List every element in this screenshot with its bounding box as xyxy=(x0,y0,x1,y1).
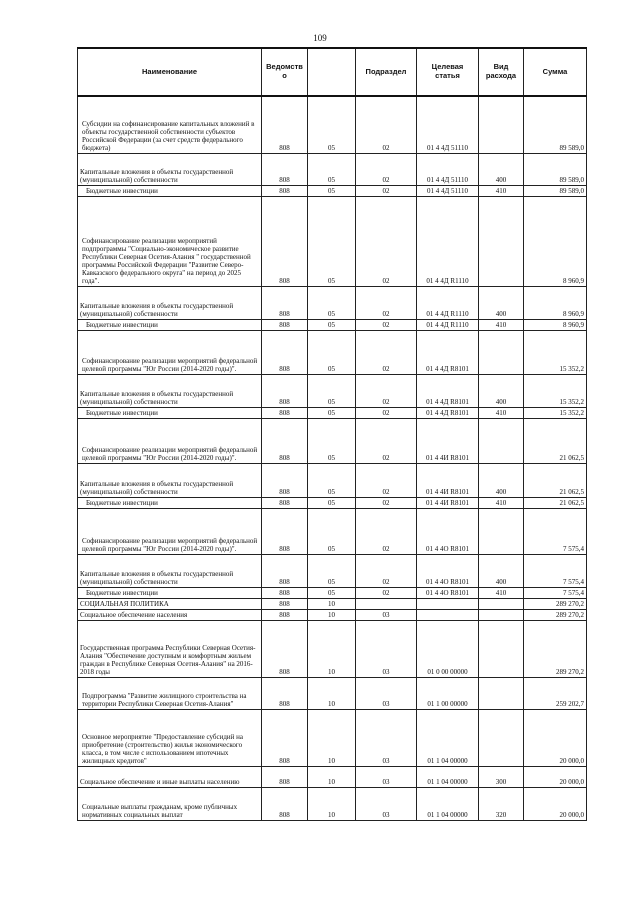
row-section: 10 xyxy=(308,709,356,766)
row-target-article: 01 4 4Д R8101 xyxy=(417,330,479,374)
row-expense-type: 300 xyxy=(479,766,524,787)
row-name: Социальное обеспечение и иные выплаты населению xyxy=(78,766,262,787)
table-row xyxy=(78,609,587,620)
row-target-article: 01 4 4Д 51110 xyxy=(417,96,479,153)
row-target-article: 01 4 4Д R8101 xyxy=(417,374,479,407)
row-subsection: 03 xyxy=(356,709,417,766)
row-sum: 7 575,4 xyxy=(524,554,587,587)
row-subsection: 02 xyxy=(356,96,417,153)
row-name: Капитальные вложения в объекты государственной (муниципальной) собственности xyxy=(78,463,262,497)
table-row xyxy=(78,554,587,587)
row-section: 05 xyxy=(308,96,356,153)
row-department: 808 xyxy=(262,587,308,598)
row-sum: 289 270,2 xyxy=(524,609,587,620)
row-sum: 89 589,0 xyxy=(524,185,587,196)
row-expense-type: 410 xyxy=(479,587,524,598)
table-row xyxy=(78,374,587,407)
row-sum: 15 352,2 xyxy=(524,374,587,407)
row-sum: 289 270,2 xyxy=(524,620,587,677)
row-target-article: 01 1 04 00000 xyxy=(417,709,479,766)
row-sum: 21 062,5 xyxy=(524,418,587,463)
table-row xyxy=(78,620,587,677)
row-name: Социальное обеспечение населения xyxy=(78,609,262,620)
row-sum: 8 960,9 xyxy=(524,286,587,319)
row-target-article: 01 1 04 00000 xyxy=(417,787,479,820)
row-sum: 15 352,2 xyxy=(524,407,587,418)
row-target-article: 01 4 4О R8101 xyxy=(417,587,479,598)
table-row xyxy=(78,587,587,598)
table-row xyxy=(78,319,587,330)
row-expense-type xyxy=(479,418,524,463)
row-name: СОЦИАЛЬНАЯ ПОЛИТИКА xyxy=(78,598,262,609)
row-section: 05 xyxy=(308,196,356,286)
row-subsection: 02 xyxy=(356,587,417,598)
row-department: 808 xyxy=(262,185,308,196)
row-section: 05 xyxy=(308,407,356,418)
row-target-article: 01 4 4О R8101 xyxy=(417,554,479,587)
row-target-article: 01 0 00 00000 xyxy=(417,620,479,677)
row-expense-type xyxy=(479,609,524,620)
row-name: Основное мероприятие "Предоставление субсидий на приобретение (строительство) жилья экономического класса, в том числе с использованием ипотечных жилищных кредитов" xyxy=(78,709,262,766)
row-target-article: 01 1 04 00000 xyxy=(417,766,479,787)
table-row xyxy=(78,709,587,766)
row-department: 808 xyxy=(262,319,308,330)
row-expense-type xyxy=(479,598,524,609)
row-expense-type: 410 xyxy=(479,319,524,330)
row-sum: 20 000,0 xyxy=(524,709,587,766)
row-expense-type xyxy=(479,620,524,677)
row-section: 05 xyxy=(308,463,356,497)
row-subsection: 02 xyxy=(356,418,417,463)
row-department: 808 xyxy=(262,787,308,820)
row-department: 808 xyxy=(262,286,308,319)
header-section xyxy=(308,48,356,96)
header-target-article: Целевая статья xyxy=(417,48,479,96)
row-sum: 259 202,7 xyxy=(524,677,587,709)
row-subsection: 02 xyxy=(356,153,417,185)
row-expense-type xyxy=(479,196,524,286)
row-expense-type: 410 xyxy=(479,407,524,418)
row-expense-type xyxy=(479,677,524,709)
row-sum: 8 960,9 xyxy=(524,319,587,330)
row-department: 808 xyxy=(262,418,308,463)
row-department: 808 xyxy=(262,598,308,609)
table-row xyxy=(78,508,587,554)
table-row xyxy=(78,787,587,820)
page-number: 109 xyxy=(313,33,327,43)
row-target-article: 01 4 4Д R1110 xyxy=(417,196,479,286)
table-row xyxy=(78,185,587,196)
row-department: 808 xyxy=(262,508,308,554)
row-subsection: 03 xyxy=(356,620,417,677)
row-sum: 89 589,0 xyxy=(524,153,587,185)
row-subsection: 02 xyxy=(356,374,417,407)
row-subsection: 02 xyxy=(356,286,417,319)
table-header-row xyxy=(78,48,587,96)
row-subsection: 02 xyxy=(356,330,417,374)
budget-table xyxy=(77,47,587,821)
row-target-article: 01 1 00 00000 xyxy=(417,677,479,709)
table-row xyxy=(78,766,587,787)
row-sum: 89 589,0 xyxy=(524,96,587,153)
row-expense-type xyxy=(479,508,524,554)
row-subsection: 03 xyxy=(356,766,417,787)
row-expense-type: 410 xyxy=(479,185,524,196)
row-department: 808 xyxy=(262,330,308,374)
row-expense-type: 400 xyxy=(479,153,524,185)
row-target-article: 01 4 4И R8101 xyxy=(417,497,479,508)
header-name: Наименование xyxy=(78,48,262,96)
row-subsection: 02 xyxy=(356,196,417,286)
row-subsection: 02 xyxy=(356,508,417,554)
row-department: 808 xyxy=(262,497,308,508)
header-department: Ведомств о xyxy=(262,48,308,96)
row-department: 808 xyxy=(262,407,308,418)
row-name: Субсидии на софинансирование капитальных вложений в объекты государственной собственности субъектов Российской Федерации (за счет средств федерального бюджета) xyxy=(78,96,262,153)
header-expense-type: Вид расхода xyxy=(479,48,524,96)
row-target-article xyxy=(417,609,479,620)
row-section: 05 xyxy=(308,319,356,330)
table-row xyxy=(78,497,587,508)
row-subsection: 02 xyxy=(356,319,417,330)
table-row xyxy=(78,598,587,609)
row-name: Бюджетные инвестиции xyxy=(78,185,262,196)
row-department: 808 xyxy=(262,196,308,286)
row-section: 05 xyxy=(308,286,356,319)
row-expense-type: 320 xyxy=(479,787,524,820)
row-name: Подпрограмма "Развитие жилищного строительства на территории Республики Северная Осетия-Алания" xyxy=(78,677,262,709)
row-department: 808 xyxy=(262,677,308,709)
row-section: 10 xyxy=(308,677,356,709)
row-section: 05 xyxy=(308,374,356,407)
row-sum: 21 062,5 xyxy=(524,463,587,497)
row-expense-type xyxy=(479,330,524,374)
row-section: 10 xyxy=(308,620,356,677)
row-subsection: 02 xyxy=(356,185,417,196)
row-target-article: 01 4 4О R8101 xyxy=(417,508,479,554)
row-sum: 15 352,2 xyxy=(524,330,587,374)
row-expense-type xyxy=(479,709,524,766)
table-row xyxy=(78,463,587,497)
row-expense-type: 400 xyxy=(479,554,524,587)
row-name: Бюджетные инвестиции xyxy=(78,319,262,330)
row-section: 10 xyxy=(308,766,356,787)
table-row xyxy=(78,286,587,319)
row-target-article: 01 4 4Д 51110 xyxy=(417,153,479,185)
row-target-article: 01 4 4И R8101 xyxy=(417,463,479,497)
row-sum: 289 270,2 xyxy=(524,598,587,609)
row-section: 10 xyxy=(308,787,356,820)
row-department: 808 xyxy=(262,609,308,620)
row-name: Капитальные вложения в объекты государственной (муниципальной) собственности xyxy=(78,286,262,319)
row-target-article: 01 4 4Д R1110 xyxy=(417,286,479,319)
row-subsection: 02 xyxy=(356,554,417,587)
row-section: 05 xyxy=(308,508,356,554)
row-subsection xyxy=(356,598,417,609)
table-row xyxy=(78,677,587,709)
row-section: 05 xyxy=(308,185,356,196)
row-section: 10 xyxy=(308,598,356,609)
row-subsection: 02 xyxy=(356,497,417,508)
row-sum: 20 000,0 xyxy=(524,787,587,820)
row-section: 05 xyxy=(308,330,356,374)
row-department: 808 xyxy=(262,96,308,153)
row-department: 808 xyxy=(262,463,308,497)
table-row xyxy=(78,196,587,286)
row-name: Капитальные вложения в объекты государственной (муниципальной) собственности xyxy=(78,374,262,407)
row-section: 05 xyxy=(308,418,356,463)
row-department: 808 xyxy=(262,153,308,185)
table-row xyxy=(78,330,587,374)
row-target-article: 01 4 4Д R8101 xyxy=(417,407,479,418)
row-target-article xyxy=(417,598,479,609)
row-sum: 7 575,4 xyxy=(524,508,587,554)
table-row xyxy=(78,96,587,153)
row-department: 808 xyxy=(262,709,308,766)
row-department: 808 xyxy=(262,620,308,677)
row-expense-type xyxy=(479,96,524,153)
row-section: 05 xyxy=(308,587,356,598)
row-target-article: 01 4 4Д 51110 xyxy=(417,185,479,196)
row-name: Бюджетные инвестиции xyxy=(78,587,262,598)
row-sum: 7 575,4 xyxy=(524,587,587,598)
table-row xyxy=(78,407,587,418)
row-department: 808 xyxy=(262,766,308,787)
row-department: 808 xyxy=(262,374,308,407)
row-department: 808 xyxy=(262,554,308,587)
row-name: Социальные выплаты гражданам, кроме публичных нормативных социальных выплат xyxy=(78,787,262,820)
row-section: 10 xyxy=(308,609,356,620)
row-sum: 8 960,9 xyxy=(524,196,587,286)
row-target-article: 01 4 4Д R1110 xyxy=(417,319,479,330)
row-name: Государственная программа Республики Северная Осетия-Алания "Обеспечение доступным и комфортным жильем граждан в Республике Северная Осетия-Алания" на 2016-2018 годы xyxy=(78,620,262,677)
table-row xyxy=(78,153,587,185)
row-target-article: 01 4 4И R8101 xyxy=(417,418,479,463)
row-sum: 20 000,0 xyxy=(524,766,587,787)
row-name: Софинансирование реализации мероприятий федеральной целевой программы "Юг России (2014-2020 годы)". xyxy=(78,508,262,554)
row-sum: 21 062,5 xyxy=(524,497,587,508)
row-section: 05 xyxy=(308,554,356,587)
row-name: Бюджетные инвестиции xyxy=(78,407,262,418)
row-name: Капитальные вложения в объекты государственной (муниципальной) собственности xyxy=(78,554,262,587)
row-section: 05 xyxy=(308,497,356,508)
row-name: Софинансирование реализации мероприятий подпрограммы "Социально-экономическое развитие Республики Северная Осетия-Алания " государственной программы Российской Федерации "Развитие Северо-Кавказского федерального округа" на период до 2025 года". xyxy=(78,196,262,286)
row-expense-type: 400 xyxy=(479,374,524,407)
row-section: 05 xyxy=(308,153,356,185)
row-name: Софинансирование реализации мероприятий федеральной целевой программы "Юг России (2014-2020 годы)". xyxy=(78,418,262,463)
header-subsection: Подраздел xyxy=(356,48,417,96)
row-subsection: 03 xyxy=(356,677,417,709)
table-row xyxy=(78,418,587,463)
row-name: Софинансирование реализации мероприятий федеральной целевой программы "Юг России (2014-2020 годы)". xyxy=(78,330,262,374)
row-expense-type: 400 xyxy=(479,463,524,497)
row-expense-type: 400 xyxy=(479,286,524,319)
row-subsection: 03 xyxy=(356,609,417,620)
row-name: Бюджетные инвестиции xyxy=(78,497,262,508)
row-subsection: 02 xyxy=(356,407,417,418)
row-expense-type: 410 xyxy=(479,497,524,508)
row-subsection: 03 xyxy=(356,787,417,820)
row-name: Капитальные вложения в объекты государственной (муниципальной) собственности xyxy=(78,153,262,185)
header-sum: Сумма xyxy=(524,48,587,96)
row-subsection: 02 xyxy=(356,463,417,497)
